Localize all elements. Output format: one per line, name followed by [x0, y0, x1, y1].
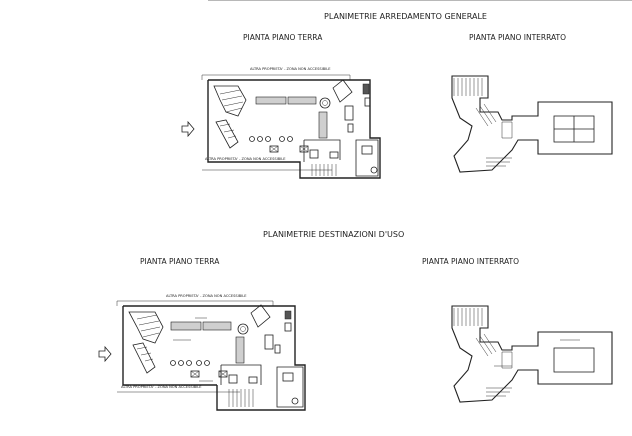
section2-left-plan-title: PIANTA PIANO TERRA [140, 257, 220, 266]
section2-top-border-label: ALTRA PROPRIETA' - ZONA NON ACCESSIBILE [166, 294, 247, 298]
section2-bottom-border-label: ALTRA PROPRIETA' - ZONA NON ACCESSIBILE [121, 385, 202, 389]
ground-floor-plan-furnishing [180, 60, 395, 185]
section1-right-plan-title: PIANTA PIANO INTERRATO [469, 33, 567, 42]
ground-floor-plan-use [95, 285, 320, 415]
section1-top-border-label: ALTRA PROPRIETA' - ZONA NON ACCESSIBILE [250, 67, 331, 71]
top-divider-line [208, 0, 632, 1]
section1-bottom-border-label: ALTRA PROPRIETA' - ZONA NON ACCESSIBILE [205, 157, 286, 161]
basement-plan-furnishing [450, 68, 620, 183]
section1-title: PLANIMETRIE ARREDAMENTO GENERALE [324, 12, 487, 21]
section2-right-plan-title: PIANTA PIANO INTERRATO [422, 257, 520, 266]
section2-title: PLANIMETRIE DESTINAZIONI D'USO [263, 230, 405, 239]
basement-plan-use [450, 298, 620, 413]
section1-left-plan-title: PIANTA PIANO TERRA [243, 33, 323, 42]
